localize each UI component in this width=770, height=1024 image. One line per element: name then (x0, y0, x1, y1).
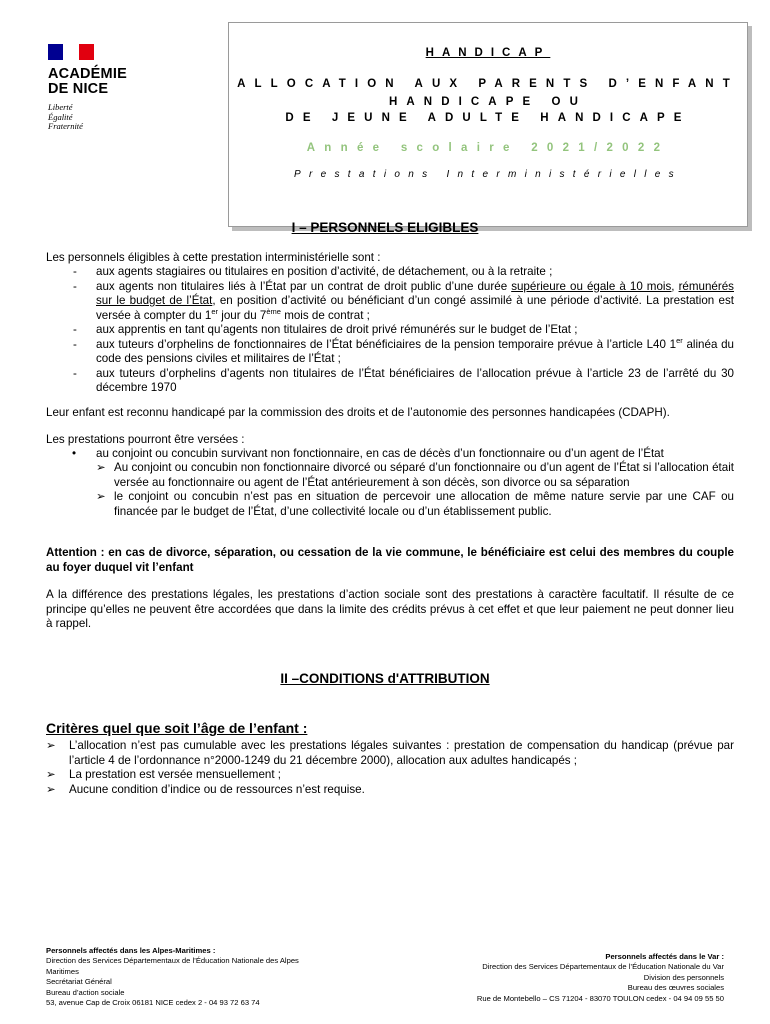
title-line-jeune-adulte: DE JEUNE ADULTE HANDICAPE (285, 112, 691, 124)
eligible-intro: Les personnels éligibles à cette prestation interministérielle sont : (46, 251, 381, 264)
footer-right-line: Division des personnels (643, 972, 724, 982)
academie-logo (48, 44, 158, 132)
list-item: - aux apprentis en tant qu’agents non titulaires de droit privé rémunérés sur le budget de l’Etat ; (73, 323, 578, 336)
arrow-bullet-icon: ➢ (46, 739, 56, 752)
logo-name-line2: DE NICE (48, 81, 109, 97)
logo-name (48, 67, 158, 97)
criteria-list (46, 739, 734, 797)
list-item: ➢ le conjoint ou concubin n’est pas en situation de percevoir une allocation de même nature servie par une CAF ou financée par le budget de l’État, d’une collectivité locale ou d’un établissement public. (96, 490, 734, 518)
list-item: • au conjoint ou concubin survivant non fonctionnaire, en cas de décès d’un fonctionnaire ou d’un agent de l’État (72, 447, 664, 460)
arrow-bullet-icon: ➢ (96, 490, 106, 503)
title-line-allocation: ALLOCATION AUX PARENTS D’ENFANT (237, 78, 739, 90)
attention-note: Attention : en cas de divorce, séparation, ou cessation de la vie commune, le bénéficiaire est celui des membres du couple au foyer duquel vit l’enfant (46, 546, 734, 574)
school-year: Année scolaire 2021/2022 (306, 142, 670, 154)
french-flag-icon (48, 44, 94, 60)
list-item: ➢ Aucune condition d’indice ou de ressources n’est requise. (46, 782, 365, 796)
republic-motto (48, 103, 158, 132)
logo-name-line1: ACADÉMIE (48, 66, 127, 82)
list-item: - aux tuteurs d’orphelins de fonctionnaires de l’État bénéficiaires de la pension temporaire prévue à l’article L40 1er alinéa du code des pensions civiles et militaires de l’État ; (73, 335, 735, 365)
footer-left-heading: Personnels affectés dans les Alpes-Maritimes : (46, 946, 216, 955)
arrow-bullet-icon: ➢ (46, 768, 56, 781)
criteria-heading: Critères quel que soit l’âge de l’enfant : (46, 720, 308, 736)
eligible-list (46, 265, 734, 396)
difference-paragraph: A la différence des prestations légales, les prestations d’action sociale sont des prestations à caractère facultatif. Il résulte de ce principe qu’elles ne peuvent être accordées que dans la limite des crédits prévus à cet effet et que leur paiement ne peut donner lieu à rappel. (46, 588, 734, 630)
arrow-bullet-icon: ➢ (46, 782, 56, 796)
title-box (228, 22, 748, 227)
list-item: - aux agents stagiaires ou titulaires en position d’activité, de détachement, ou à la retraite ; (73, 265, 553, 278)
footer-left-line: Secrétariat Général (46, 977, 112, 987)
list-item: ➢ L’allocation n’est pas cumulable avec les prestations légales suivantes : prestation de compensation du handicap (prévue par l’article 4 de l’ordonnance n°2000-1249 du 21 décembre 2000), allocation aux adultes handicapés ; (46, 739, 734, 767)
title-handicap: HANDICAP (425, 47, 551, 59)
footer-alpes-maritimes (46, 946, 299, 1008)
list-item: - aux agents non titulaires liés à l’État par un contrat de droit public d’une durée supérieure ou égale à 10 mois, rémunérés sur le budget de l’État, en position d’activité ou bénéficiant d’un congé assimilé à une période d’activité. La prestation est versée à compter du 1er jour du 7ème mois de contrat ; (73, 279, 734, 322)
footer-right-line: Rue de Montebello – CS 71204 - 83070 TOULON cedex - 04 94 09 55 50 (476, 993, 724, 1003)
list-item: ➢ Au conjoint ou concubin non fonctionnaire divorcé ou séparé d’un fonctionnaire ou d’un agent de l’État si l’allocation était versée au fonctionnaire ou agent de l’État antérieurement à son décès, son divorce ou sa séparation (96, 461, 734, 489)
footer-right-heading: Personnels affectés dans le Var : (605, 952, 724, 961)
section1-heading: I – PERSONNELS ELIGIBLES (291, 220, 479, 235)
underlined-duration: supérieure ou égale à 10 mois, (511, 279, 675, 293)
bullet-icon: • (72, 447, 77, 460)
footer-left-line: Maritimes (46, 966, 79, 976)
arrow-bullet-icon: ➢ (96, 461, 106, 474)
versees-intro: Les prestations pourront être versées : (46, 433, 245, 446)
footer-left-line: Direction des Services Départementaux de l’Éducation Nationale des Alpes (46, 956, 299, 966)
motto-liberte: Liberté (48, 102, 73, 112)
list-item: - aux tuteurs d’orphelins d’agents non titulaires de l’État bénéficiaires de l’allocation prévue à l’article 23 de l’arrêté du 30 décembre 1970 (73, 366, 734, 394)
list-item: ➢ La prestation est versée mensuellement ; (46, 768, 282, 781)
section2-heading: II –CONDITIONS d'ATTRIBUTION (280, 671, 490, 686)
cdaph-paragraph: Leur enfant est reconnu handicapé par la commission des droits et de l’autonomie des personnes handicapées (CDAPH). (46, 406, 670, 419)
footer-right-line: Direction des Services Départementaux de l’Éducation Nationale du Var (482, 962, 724, 972)
footer-left-line: 53, avenue Cap de Croix 06181 NICE cedex 2 - 04 93 72 63 74 (46, 998, 260, 1008)
footer-left-line: Bureau d’action sociale (46, 987, 125, 997)
title-line-handicape: HANDICAPE OU (388, 96, 587, 108)
motto-fraternite: Fraternité (48, 121, 83, 131)
footer-var (477, 952, 724, 1004)
motto-egalite: Égalité (48, 111, 73, 122)
versees-sublist (96, 461, 734, 519)
title-subtitle: Prestations Interministérielles (294, 169, 682, 180)
underlined-budget: rémunérés sur le budget de l’État (96, 279, 734, 307)
footer-right-line: Bureau des œuvres sociales (627, 983, 724, 993)
